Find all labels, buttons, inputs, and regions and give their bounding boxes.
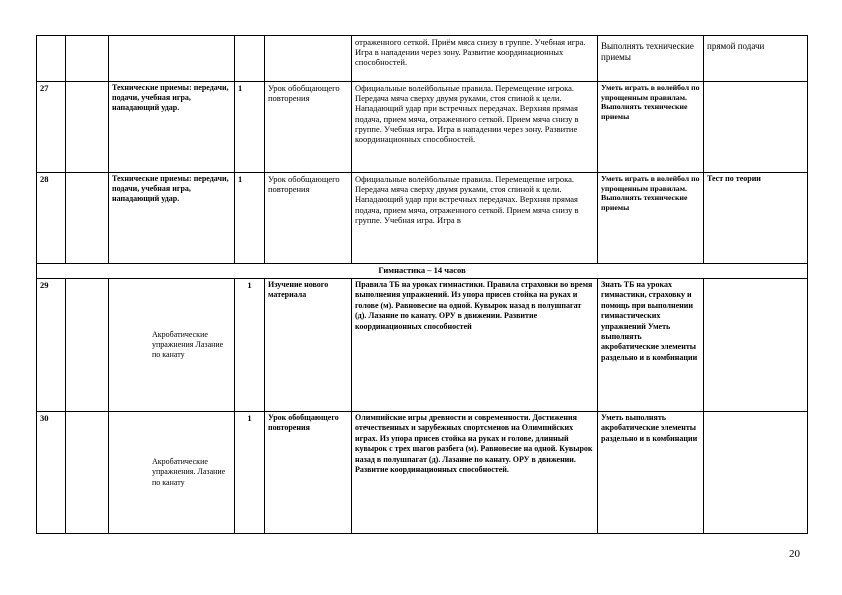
lesson-number: 29 bbox=[37, 279, 66, 412]
lesson-requirements: Уметь выполнять акробатические элементы раздельно и в комбинации bbox=[598, 412, 704, 534]
lesson-type bbox=[265, 36, 352, 82]
section-title: Гимнастика – 14 часов bbox=[37, 264, 808, 279]
empty-cell bbox=[66, 173, 109, 264]
empty-cell bbox=[66, 36, 109, 82]
lesson-requirements: Уметь играть в волейбол по упрощенным правилам. Выполнять технические приемы bbox=[598, 82, 704, 173]
table-row bbox=[37, 279, 808, 412]
page-number: 20 bbox=[789, 548, 800, 560]
lesson-topic bbox=[109, 279, 235, 412]
lesson-type: Урок обобщающего повторения bbox=[265, 412, 352, 534]
lesson-hours: 1 bbox=[235, 173, 265, 264]
lesson-control bbox=[704, 82, 808, 173]
lesson-topic-text: Акробатические упражнения Лазание по канату bbox=[152, 329, 224, 360]
lesson-control: Тест по теории bbox=[704, 173, 808, 264]
lesson-type: Изучение нового материала bbox=[265, 279, 352, 412]
lesson-content: Официальные волейбольные правила. Перемещение игрока. Передача мяча сверху двумя руками, стоя спиной к цели. Нападающий удар при встречных передачах. Верхняя прямая подача, прием мяча, отраженного сеткой. Прием мяча снизу в группе. Учебная игра. Игра в нападении через зону. Развитие координационных способностей. bbox=[352, 82, 598, 173]
lesson-content: отраженного сеткой. Приём мяса снизу в группе. Учебная игра. Игра в нападении через зону. Развитие координационных способностей. bbox=[352, 36, 598, 82]
lesson-topic bbox=[109, 36, 235, 82]
lesson-topic bbox=[109, 412, 235, 534]
table-row bbox=[37, 412, 808, 534]
table-row bbox=[37, 36, 808, 82]
lesson-hours bbox=[235, 36, 265, 82]
lesson-type: Урок обобщающего повторения bbox=[265, 173, 352, 264]
table-row bbox=[37, 82, 808, 173]
table-row bbox=[37, 173, 808, 264]
lesson-topic-text: Акробатические упражнения. Лазание по канату bbox=[152, 457, 226, 487]
lesson-requirements: Знать ТБ на уроках гимнастики, страховку и помощь при выполнении гимнастических упражнений Уметь выполнять акробатические элементы раздельно и в комбинации bbox=[598, 279, 704, 412]
empty-cell bbox=[66, 412, 109, 534]
empty-cell bbox=[66, 279, 109, 412]
lesson-content: Официальные волейбольные правила. Перемещение игрока. Передача мяча сверху двумя руками, стоя спиной к цели. Нападающий удар при встречных передачах. Верхняя прямая подача, прием мяча, отраженного сеткой. Прием мяча снизу в группе. Учебная игра. Игра в bbox=[352, 173, 598, 264]
lesson-topic: Технические приемы: передачи, подачи, учебная игра, нападающий удар. bbox=[109, 173, 235, 264]
lesson-plan-table bbox=[36, 35, 808, 534]
lesson-content: Правила ТБ на уроках гимнастики. Правила страховки во время выполнения упражнений. Из упора присев стойка на руках и голове (м). Равновесие на одной. Кувырок назад в полушпагат (д). Лазание по канату. ОРУ в движении. Развитие координационных способностей bbox=[352, 279, 598, 412]
lesson-number: 27 bbox=[37, 82, 66, 173]
lesson-control: прямой подачи bbox=[704, 36, 808, 82]
lesson-number bbox=[37, 36, 66, 82]
lesson-requirements: Уметь играть в волейбол по упрощенным правилам. Выполнять технические приемы bbox=[598, 173, 704, 264]
section-header-row bbox=[37, 264, 808, 279]
lesson-hours: 1 bbox=[235, 82, 265, 173]
lesson-requirements: Выполнять технические приемы bbox=[598, 36, 704, 82]
lesson-number: 30 bbox=[37, 412, 66, 534]
lesson-control bbox=[704, 279, 808, 412]
lesson-topic: Технические приемы: передачи, подачи, учебная игра, нападающий удар. bbox=[109, 82, 235, 173]
lesson-type: Урок обобщающего повторения bbox=[265, 82, 352, 173]
lesson-hours: 1 bbox=[235, 412, 265, 534]
empty-cell bbox=[66, 82, 109, 173]
lesson-number: 28 bbox=[37, 173, 66, 264]
lesson-content: Олимпийские игры древности и современности. Достижения отечественных и зарубежных спортсменов на Олимпийских играх. Из упора присев стойка на руках и голове, длинный кувырок с трех шагов разбега (м). Равновесие на одной. Кувырок назад в полушпагат (д). Лазание по канату. ОРУ в движении. Развитие координационных способностей. bbox=[352, 412, 598, 534]
lesson-control bbox=[704, 412, 808, 534]
lesson-hours: 1 bbox=[235, 279, 265, 412]
